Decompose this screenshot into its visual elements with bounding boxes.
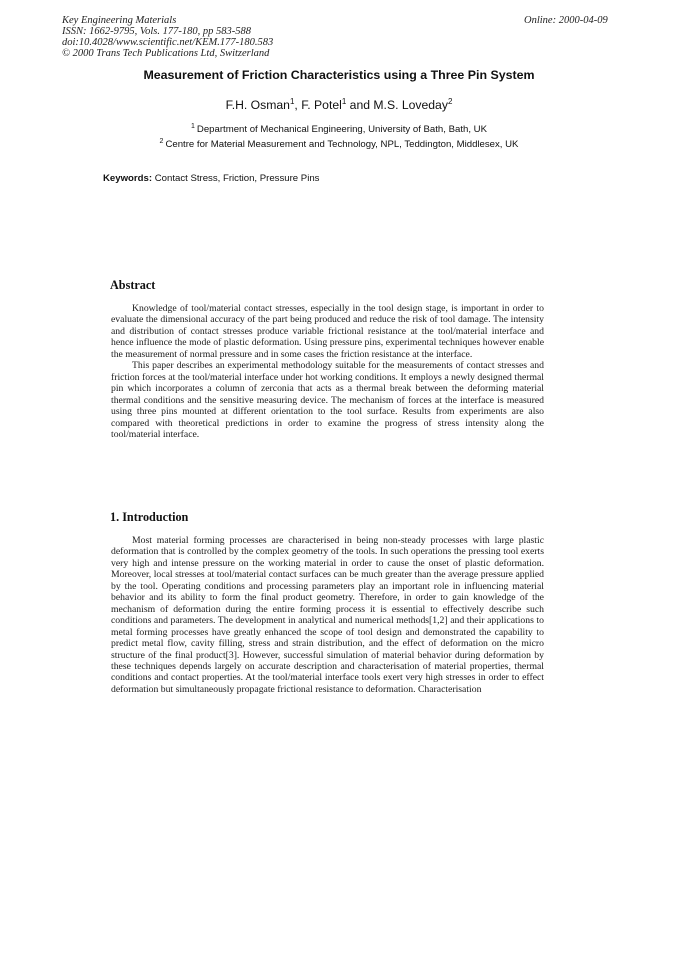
copyright-line: © 2000 Trans Tech Publications Ltd, Switzerland <box>62 48 270 59</box>
paragraph: This paper describes an experimental methodology suitable for the measurements of contact stresses and friction forces at the tool/material interface under hot working conditions. It employs a newly designed thermal pin which incorporates a column of zerconia that acts as a thermal break between the deforming material thermal conditions and the sensitive measuring device. The mechanism of forces at the interface is measured using three pins mounted at different orientation to the tool surface. Results from experiments are also compared with theoretical predictions in order to examine the progress of stress intensity along the tool/material interface. <box>111 360 544 440</box>
author-list <box>0 97 678 112</box>
introduction-body <box>111 535 544 695</box>
journal-name: Key Engineering Materials <box>62 15 177 26</box>
affiliation-text: Centre for Material Measurement and Technology, NPL, Teddington, Middlesex, UK <box>165 139 519 150</box>
abstract-heading: Abstract <box>110 278 156 292</box>
affiliation-number: 1 <box>191 123 195 130</box>
introduction-heading: 1. Introduction <box>110 510 189 524</box>
issn-line: ISSN: 1662-9795, Vols. 177-180, pp 583-588 <box>62 26 251 37</box>
author-affiliation-mark: 2 <box>447 97 453 106</box>
online-date: Online: 2000-04-09 <box>524 15 608 26</box>
journal-metadata <box>62 15 273 59</box>
author-separator: and <box>346 98 374 112</box>
author-name: M.S. Loveday <box>373 98 448 112</box>
paragraph: Most material forming processes are characterised in being non-steady processes with large plastic deformation that is controlled by the complex geometry of the tools. In such operations the pressing tool exerts very high and intense pressure on the working material in order to cause the onset of plastic deformation. Moreover, local stresses at tool/material contact surfaces can be much greater than the average pressure applied by the tool. Operating conditions and processing parameters play an important role in influencing material behavior and its ability to form the final product geometry. Therefore, in order to gain knowledge of the mechanism of deformation during the entire forming process it is essential to effectively describe such conditions and parameters. The development in analytical and numerical methods[1,2] and their applications to metal forming processes have greatly enhanced the scope of tool design and demonstrated the capability to predict metal flow, cavity filling, stress and strain distribution, and the effect of deformation on the micro structure of the final product[3]. However, successful simulation of material behavior during deformation by these techniques depends largely on accurate description and characterisation of material properties, thermal conditions and contact properties. At the tool/material interface tools exert very high stresses in order to effect deformation but simultaneously propagate frictional resistance to deformation. Characterisation <box>111 535 544 695</box>
keywords-label: Keywords: <box>103 173 153 184</box>
keywords-line <box>103 173 319 184</box>
paragraph: Knowledge of tool/material contact stresses, especially in the tool design stage, is important in order to evaluate the dimensional accuracy of the part being produced and reduce the risk of tool damage. The intensity and distribution of contact stresses produce variable frictional resistance at the tool/material interface and hence influence the mode of plastic deformation. Using pressure pins, experimental techniques however enable the measurement of normal pressure and in some cases the friction resistance at the interface. <box>111 303 544 360</box>
author-separator: , <box>294 98 302 112</box>
doi-line: doi:10.4028/www.scientific.net/KEM.177-180.583 <box>62 37 274 48</box>
affiliation-text: Department of Mechanical Engineering, University of Bath, Bath, UK <box>196 124 487 135</box>
affiliation <box>0 138 678 150</box>
author-name: F. Potel <box>301 98 342 112</box>
affiliation <box>0 123 678 135</box>
keywords-text: Contact Stress, Friction, Pressure Pins <box>154 173 320 184</box>
paper-title: Measurement of Friction Characteristics using a Three Pin System <box>143 68 535 82</box>
author-name: F.H. Osman <box>225 98 290 112</box>
abstract-body <box>111 303 544 440</box>
affiliation-number: 2 <box>159 138 164 145</box>
author-affiliation-mark: 1 <box>289 97 295 106</box>
author-affiliation-mark: 1 <box>341 97 347 106</box>
